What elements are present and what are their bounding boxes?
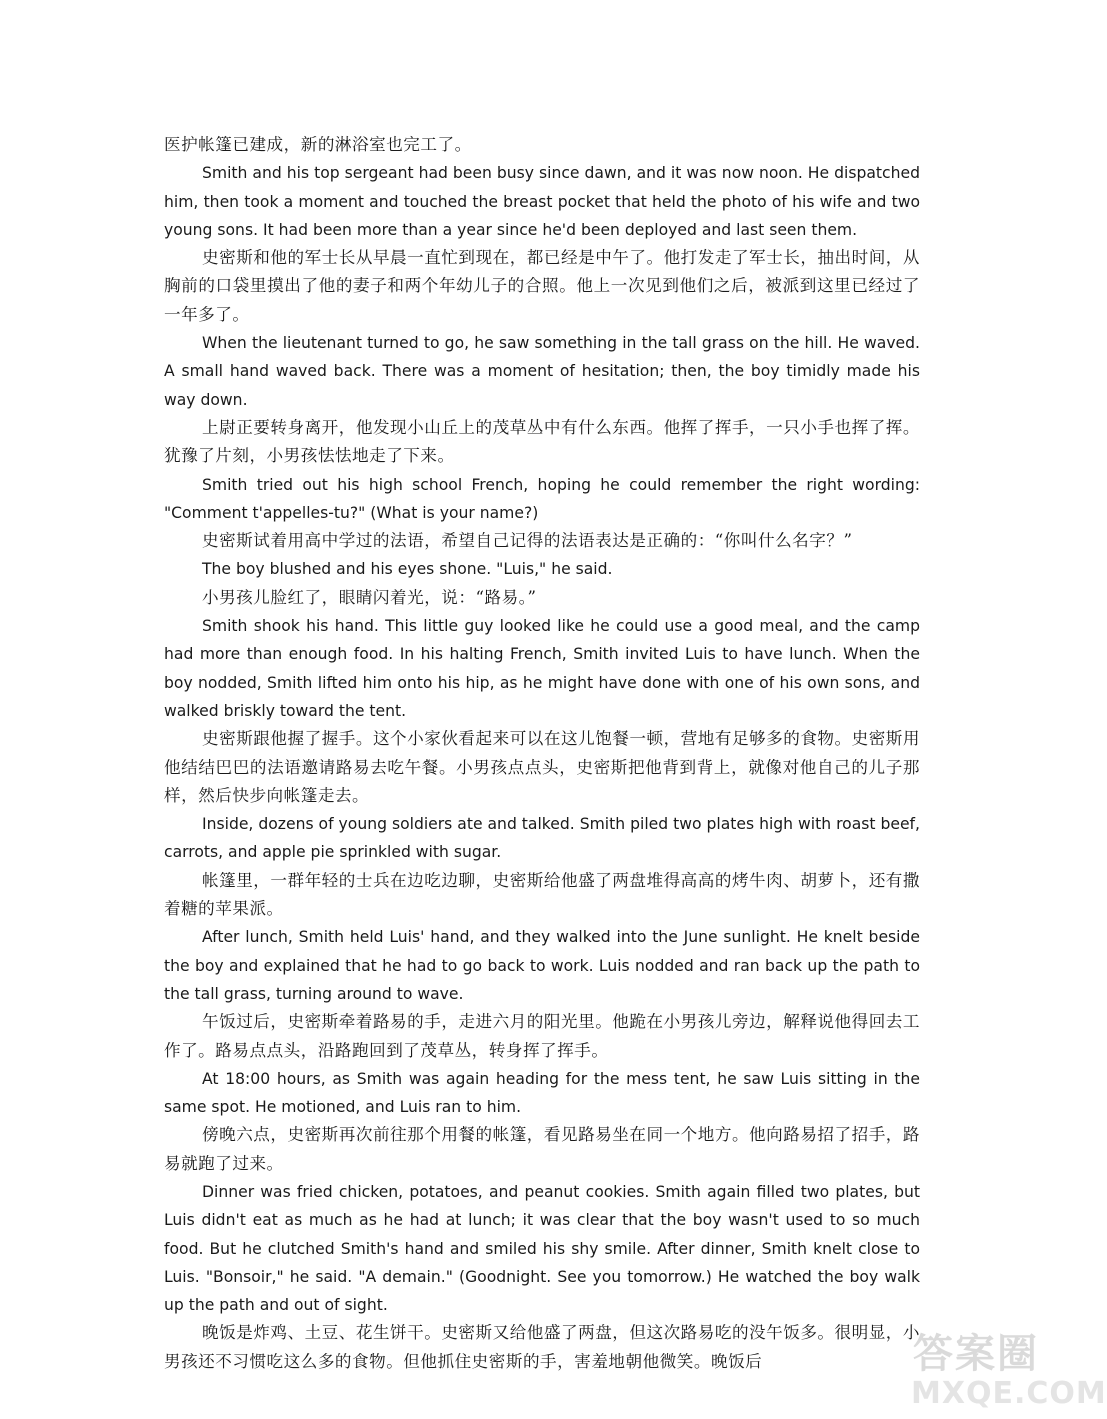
watermark-logo [905,1318,1107,1418]
english-paragraph: Smith shook his hand. This little guy looked like he could use a good meal, and the camp had more than enough food. In his halting French, Smith invited Luis to have lunch. When the boy nodded, Smith lifted him onto his hip, as he might have done with one of his own sons, and walked briskly toward the tent. [164,617,920,720]
chinese-paragraph: 上尉正要转身离开，他发现小山丘上的茂草丛中有什么东西。他挥了挥手，一只小手也挥了挥。犹豫了片刻，小男孩怯怯地走了下来。 [164,417,920,466]
english-paragraph: Smith and his top sergeant had been busy since dawn, and it was now noon. He dispatched him, then took a moment and touched the breast pocket that held the photo of his wife and two young sons. It had been more than a year since he'd been deployed and last seen them. [164,164,920,239]
chinese-paragraph: 史密斯跟他握了握手。这个小家伙看起来可以在这儿饱餐一顿，营地有足够多的食物。史密斯用他结结巴巴的法语邀请路易去吃午餐。小男孩点点头，史密斯把他背到背上，就像对他自己的儿子那样，然后快步向帐篷走去。 [164,729,920,805]
chinese-paragraph: 晚饭是炸鸡、土豆、花生饼干。史密斯又给他盛了两盘，但这次路易吃的没午饭多。很明显，小男孩还不习惯吃这么多的食物。但他抓住史密斯的手，害羞地朝他微笑。晚饭后 [164,1323,920,1371]
english-paragraph: Smith tried out his high school French, hoping he could remember the right wording: "Comment t'appelles-tu?" (What is your name?) [164,475,920,522]
english-paragraph: Inside, dozens of young soldiers ate and talked. Smith piled two plates high with roast beef, carrots, and apple pie sprinkled with sugar. [164,815,920,862]
chinese-paragraph: 帐篷里，一群年轻的士兵在边吃边聊，史密斯给他盛了两盘堆得高高的烤牛肉、胡萝卜，还有撒着糖的苹果派。 [164,870,920,919]
english-paragraph: At 18:00 hours, as Smith was again heading for the mess tent, he saw Luis sitting in the same spot. He motioned, and Luis ran to him. [164,1069,920,1117]
english-paragraph: After lunch, Smith held Luis' hand, and they walked into the June sunlight. He knelt beside the boy and explained that he had to go back to work. Luis nodded and ran back up the path to the tall grass, turning around to wave. [164,928,920,1003]
chinese-paragraph: 史密斯和他的军士长从早晨一直忙到现在，都已经是中午了。他打发走了军士长，抽出时间，从胸前的口袋里摸出了他的妻子和两个年幼儿子的合照。他上一次见到他们之后，被派到这里已经过了一年多了。 [164,248,920,324]
chinese-paragraph: 医护帐篷已建成，新的淋浴室也完工了。 [164,135,472,154]
chinese-paragraph: 小男孩儿脸红了，眼睛闪着光，说：“路易。” [202,587,537,607]
document-body [164,131,920,1376]
watermark-top-text: 答案圈 [913,1330,1039,1377]
chinese-paragraph: 史密斯试着用高中学过的法语，希望自己记得的法语表达是正确的：“你叫什么名字？” [202,531,853,551]
chinese-paragraph: 午饭过后，史密斯牵着路易的手，走进六月的阳光里。他跪在小男孩儿旁边，解释说他得回去工作了。路易点点头，沿路跑回到了茂草丛，转身挥了挥手。 [164,1012,920,1060]
english-paragraph: The boy blushed and his eyes shone. "Luis," he said. [202,560,613,579]
english-paragraph: When the lieutenant turned to go, he saw something in the tall grass on the hill. He waved. A small hand waved back. There was a moment of hesitation; then, the boy timidly made his way down. [164,334,920,409]
chinese-paragraph: 傍晚六点，史密斯再次前往那个用餐的帐篷，看见路易坐在同一个地方。他向路易招了招手，路易就跑了过来。 [164,1125,920,1173]
watermark-bottom-text: MXQE.COM [911,1376,1107,1411]
english-paragraph: Dinner was fried chicken, potatoes, and peanut cookies. Smith again filled two plates, but Luis didn't eat as much as he had at lunch; it was clear that the boy wasn't used to so much food. But he clutched Smith's hand and smiled his shy smile. After dinner, Smith knelt close to Luis. "Bonsoir," he said. "A demain." (Goodnight. See you tomorrow.) He watched the boy walk up the path and out of sight. [164,1182,920,1315]
